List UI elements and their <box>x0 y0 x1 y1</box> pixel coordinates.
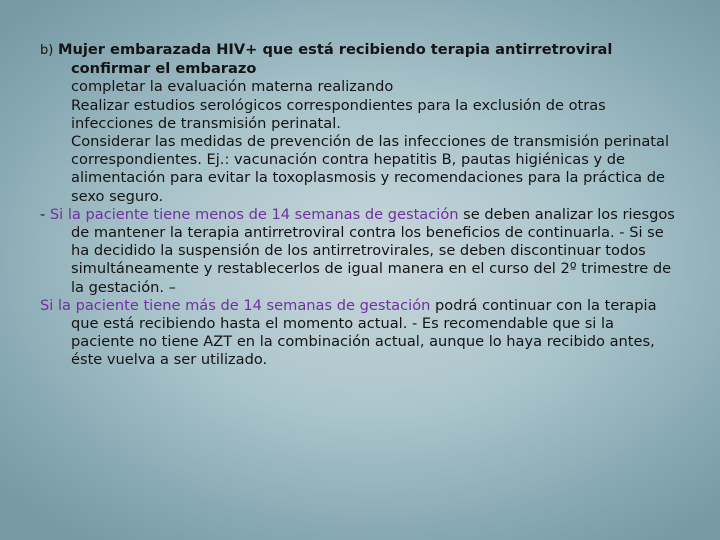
case-1-highlight: Si la paciente tiene menos de 14 semanas de gestación <box>49 205 459 223</box>
heading: Mujer embarazada HIV+ que está recibiendo terapia antirretroviral <box>57 41 613 58</box>
case-1-text: se deben analizar los riesgos de mantener la terapia antirretroviral contra los beneficios de continuarla. - Si se ha decidido la suspensión de los antirretrovirales, se deben discontinuar todos simultáneamente y restablecerlos de igual manera en el curso del 2º trimestre de la gestación. – <box>71 205 675 296</box>
intro-label: b) <box>40 43 54 58</box>
heading-line <box>40 41 680 60</box>
step-complete-evaluation: completar la evaluación materna realizando <box>71 78 394 96</box>
case-under-14-weeks <box>40 206 680 297</box>
case-1-dash: - <box>40 205 50 223</box>
step-prevention-measures: Considerar las medidas de prevención de las infecciones de transmisión perinatal correspondientes. Ej.: vacunación contra hepatitis B, pautas higiénicas y de alimentación para evitar la toxoplasmosis y recomendaciones para la práctica de sexo seguro. <box>71 133 670 205</box>
case-2-text: podrá continuar con la terapia que está recibiendo hasta el momento actual. - Es recomendable que si la paciente no tiene AZT en la combinación actual, aunque lo haya recibido antes, éste vuelva a ser utilizado. <box>71 296 657 369</box>
step-serology-studies: Realizar estudios serológicos correspondientes para la exclusión de otras infecciones de transmisión perinatal. <box>71 96 606 132</box>
case-over-14-weeks <box>40 297 680 370</box>
step-confirm-pregnancy: confirmar el embarazo <box>71 60 257 78</box>
slide-body <box>40 41 680 370</box>
case-2-highlight: Si la paciente tiene más de 14 semanas de gestación <box>40 296 431 314</box>
